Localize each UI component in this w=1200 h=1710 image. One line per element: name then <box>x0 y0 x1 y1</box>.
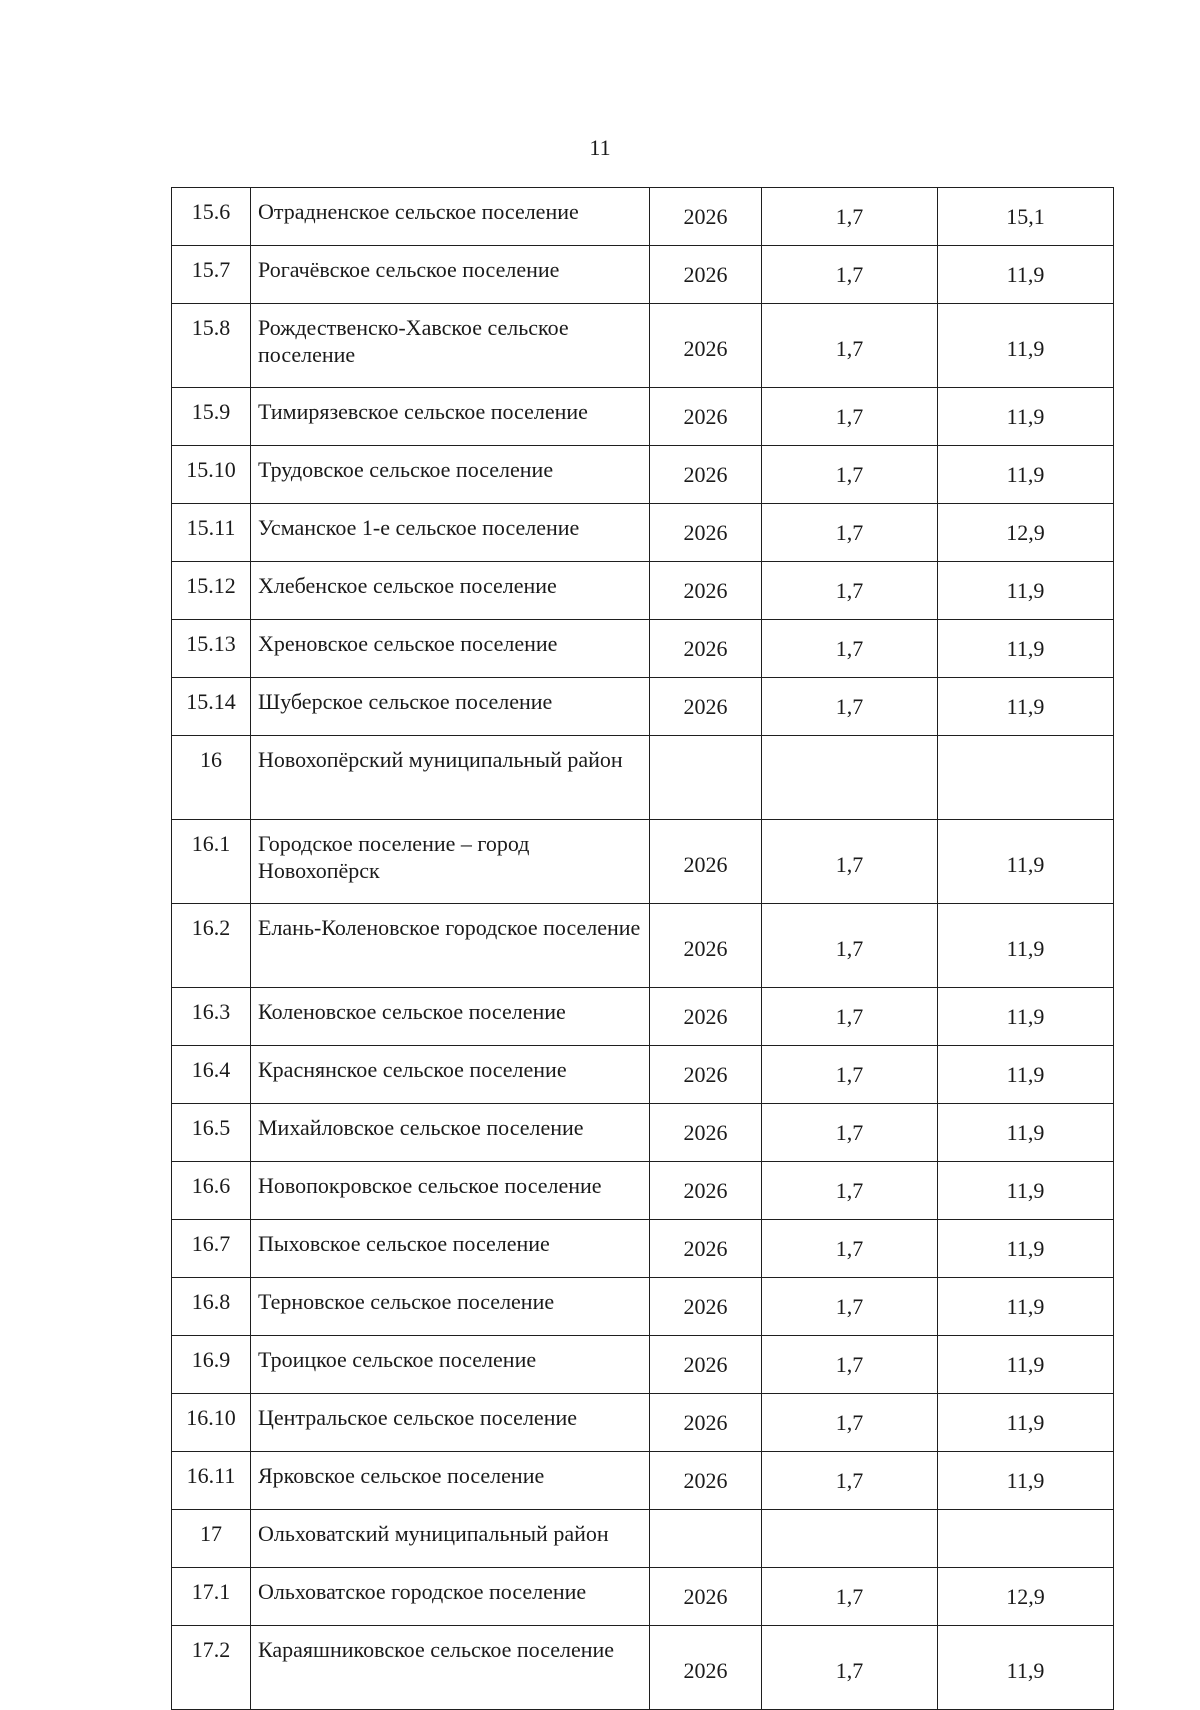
value-2-cell: 11,9 <box>938 988 1114 1046</box>
value-2-cell: 11,9 <box>938 388 1114 446</box>
table-row <box>172 562 1114 620</box>
table-row <box>172 446 1114 504</box>
settlement-name: Рогачёвское сельское поселение <box>251 246 650 304</box>
value-2-cell: 11,9 <box>938 1452 1114 1510</box>
value-2-cell: 11,9 <box>938 246 1114 304</box>
table-row <box>172 678 1114 736</box>
row-number: 16.9 <box>172 1336 251 1394</box>
year-cell: 2026 <box>650 904 762 988</box>
value-2-cell <box>938 736 1114 820</box>
year-cell: 2026 <box>650 562 762 620</box>
table-row <box>172 1452 1114 1510</box>
settlement-name: Шуберское сельское поселение <box>251 678 650 736</box>
row-number: 15.8 <box>172 304 251 388</box>
settlement-name: Хреновское сельское поселение <box>251 620 650 678</box>
row-number: 17.1 <box>172 1568 251 1626</box>
settlement-name: Усманское 1-е сельское поселение <box>251 504 650 562</box>
table-row <box>172 1336 1114 1394</box>
value-2-cell: 11,9 <box>938 1626 1114 1710</box>
settlements-table <box>171 187 1114 1710</box>
row-number: 17.2 <box>172 1626 251 1710</box>
settlement-name: Центральское сельское поселение <box>251 1394 650 1452</box>
value-2-cell: 11,9 <box>938 562 1114 620</box>
settlement-name: Коленовское сельское поселение <box>251 988 650 1046</box>
year-cell: 2026 <box>650 246 762 304</box>
value-2-cell <box>938 1510 1114 1568</box>
settlement-name: Краснянское сельское поселение <box>251 1046 650 1104</box>
year-cell: 2026 <box>650 1394 762 1452</box>
value-2-cell: 11,9 <box>938 1162 1114 1220</box>
row-number: 16.8 <box>172 1278 251 1336</box>
value-1-cell: 1,7 <box>762 504 938 562</box>
year-cell: 2026 <box>650 1104 762 1162</box>
value-1-cell: 1,7 <box>762 188 938 246</box>
value-1-cell: 1,7 <box>762 388 938 446</box>
year-cell: 2026 <box>650 304 762 388</box>
table-row <box>172 1278 1114 1336</box>
value-2-cell: 11,9 <box>938 1220 1114 1278</box>
year-cell: 2026 <box>650 446 762 504</box>
year-cell: 2026 <box>650 678 762 736</box>
value-1-cell: 1,7 <box>762 1394 938 1452</box>
settlement-name: Хлебенское сельское поселение <box>251 562 650 620</box>
settlement-name: Городское поселение – город Новохопёрск <box>251 820 650 904</box>
table-row <box>172 388 1114 446</box>
row-number: 16.6 <box>172 1162 251 1220</box>
year-cell: 2026 <box>650 1568 762 1626</box>
year-cell: 2026 <box>650 1220 762 1278</box>
row-number: 16.4 <box>172 1046 251 1104</box>
value-2-cell: 11,9 <box>938 620 1114 678</box>
table-row <box>172 1104 1114 1162</box>
value-1-cell: 1,7 <box>762 446 938 504</box>
value-2-cell: 11,9 <box>938 904 1114 988</box>
value-1-cell: 1,7 <box>762 1568 938 1626</box>
table-row <box>172 504 1114 562</box>
value-1-cell: 1,7 <box>762 678 938 736</box>
value-1-cell: 1,7 <box>762 1336 938 1394</box>
settlement-name: Пыховское сельское поселение <box>251 1220 650 1278</box>
table-row <box>172 736 1114 820</box>
settlement-name: Ярковское сельское поселение <box>251 1452 650 1510</box>
settlement-name: Ольховатское городское поселение <box>251 1568 650 1626</box>
district-name: Новохопёрский муниципальный район <box>251 736 650 820</box>
settlement-name: Караяшниковское сельское поселение <box>251 1626 650 1710</box>
value-2-cell: 11,9 <box>938 304 1114 388</box>
value-1-cell: 1,7 <box>762 1046 938 1104</box>
year-cell: 2026 <box>650 1278 762 1336</box>
settlement-name: Терновское сельское поселение <box>251 1278 650 1336</box>
table-row <box>172 1568 1114 1626</box>
page-number: 11 <box>589 135 611 160</box>
table-row <box>172 1394 1114 1452</box>
table-row <box>172 1046 1114 1104</box>
table-row <box>172 1162 1114 1220</box>
table-row <box>172 620 1114 678</box>
row-number: 15.11 <box>172 504 251 562</box>
settlement-name: Михайловское сельское поселение <box>251 1104 650 1162</box>
value-2-cell: 11,9 <box>938 446 1114 504</box>
row-number: 15.14 <box>172 678 251 736</box>
settlement-name: Новопокровское сельское поселение <box>251 1162 650 1220</box>
value-2-cell: 11,9 <box>938 1336 1114 1394</box>
year-cell <box>650 1510 762 1568</box>
value-1-cell: 1,7 <box>762 904 938 988</box>
settlement-name: Елань-Коленовское городское поселение <box>251 904 650 988</box>
value-2-cell: 12,9 <box>938 504 1114 562</box>
value-1-cell <box>762 1510 938 1568</box>
row-number: 15.9 <box>172 388 251 446</box>
row-number: 16.3 <box>172 988 251 1046</box>
year-cell: 2026 <box>650 820 762 904</box>
table-row <box>172 904 1114 988</box>
value-1-cell: 1,7 <box>762 304 938 388</box>
settlement-name: Троицкое сельское поселение <box>251 1336 650 1394</box>
year-cell: 2026 <box>650 388 762 446</box>
value-1-cell: 1,7 <box>762 562 938 620</box>
value-2-cell: 12,9 <box>938 1568 1114 1626</box>
value-2-cell: 11,9 <box>938 1046 1114 1104</box>
row-number: 15.6 <box>172 188 251 246</box>
value-1-cell: 1,7 <box>762 246 938 304</box>
row-number: 15.12 <box>172 562 251 620</box>
value-2-cell: 11,9 <box>938 820 1114 904</box>
value-1-cell: 1,7 <box>762 1626 938 1710</box>
row-number: 16.10 <box>172 1394 251 1452</box>
year-cell: 2026 <box>650 1336 762 1394</box>
value-2-cell: 11,9 <box>938 1394 1114 1452</box>
settlement-name: Рождественско-Хавское сельское поселение <box>251 304 650 388</box>
year-cell: 2026 <box>650 1452 762 1510</box>
value-2-cell: 11,9 <box>938 1278 1114 1336</box>
table-row <box>172 188 1114 246</box>
year-cell: 2026 <box>650 504 762 562</box>
row-number: 16.11 <box>172 1452 251 1510</box>
value-2-cell: 15,1 <box>938 188 1114 246</box>
year-cell: 2026 <box>650 988 762 1046</box>
settlement-name: Трудовское сельское поселение <box>251 446 650 504</box>
row-number: 16.1 <box>172 820 251 904</box>
value-1-cell: 1,7 <box>762 1162 938 1220</box>
settlement-name: Отрадненское сельское поселение <box>251 188 650 246</box>
table-row <box>172 988 1114 1046</box>
year-cell: 2026 <box>650 1046 762 1104</box>
table-row <box>172 820 1114 904</box>
value-1-cell: 1,7 <box>762 1104 938 1162</box>
row-number: 16 <box>172 736 251 820</box>
value-1-cell: 1,7 <box>762 820 938 904</box>
year-cell: 2026 <box>650 1162 762 1220</box>
value-1-cell: 1,7 <box>762 620 938 678</box>
table-row <box>172 1220 1114 1278</box>
table-row <box>172 1510 1114 1568</box>
table-row <box>172 246 1114 304</box>
district-name: Ольховатский муниципальный район <box>251 1510 650 1568</box>
year-cell: 2026 <box>650 1626 762 1710</box>
table-row <box>172 304 1114 388</box>
settlement-name: Тимирязевское сельское поселение <box>251 388 650 446</box>
value-1-cell: 1,7 <box>762 988 938 1046</box>
year-cell: 2026 <box>650 620 762 678</box>
row-number: 15.7 <box>172 246 251 304</box>
year-cell <box>650 736 762 820</box>
value-2-cell: 11,9 <box>938 1104 1114 1162</box>
value-2-cell: 11,9 <box>938 678 1114 736</box>
row-number: 15.13 <box>172 620 251 678</box>
value-1-cell: 1,7 <box>762 1220 938 1278</box>
row-number: 16.2 <box>172 904 251 988</box>
row-number: 16.7 <box>172 1220 251 1278</box>
value-1-cell: 1,7 <box>762 1278 938 1336</box>
row-number: 17 <box>172 1510 251 1568</box>
table-row <box>172 1626 1114 1710</box>
row-number: 15.10 <box>172 446 251 504</box>
value-1-cell <box>762 736 938 820</box>
year-cell: 2026 <box>650 188 762 246</box>
row-number: 16.5 <box>172 1104 251 1162</box>
value-1-cell: 1,7 <box>762 1452 938 1510</box>
